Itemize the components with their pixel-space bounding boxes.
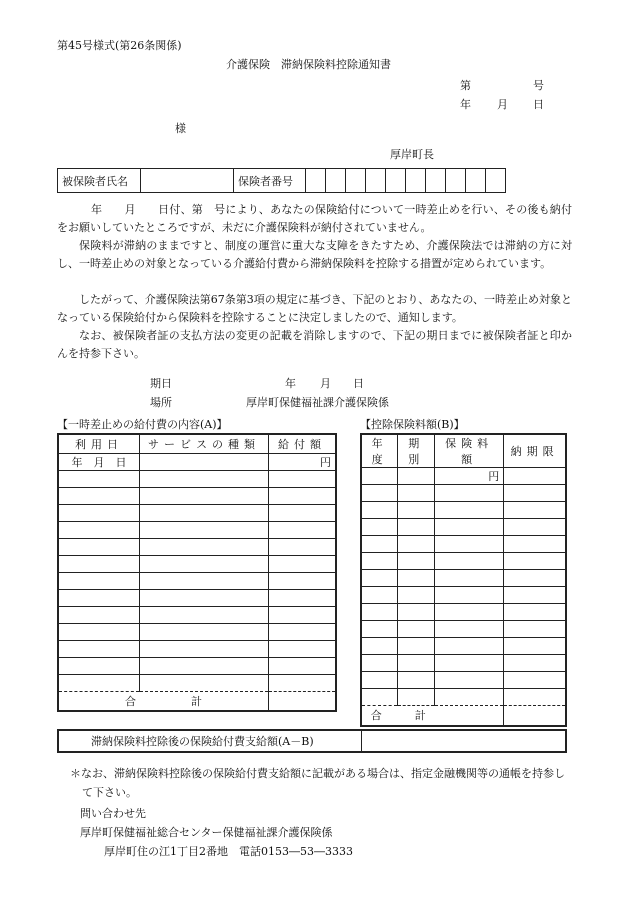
table-row — [361, 553, 566, 570]
col-benefit-amount: 給付額 — [268, 434, 336, 453]
benefit-table — [57, 433, 337, 712]
appointment-place-label: 場所 — [150, 396, 172, 409]
table-row — [361, 638, 566, 655]
insurer-number-digit[interactable] — [326, 169, 346, 193]
col-period: 期別 — [398, 434, 435, 468]
table-row — [361, 621, 566, 638]
col-fiscal-year: 年度 — [361, 434, 398, 468]
table-row — [58, 657, 336, 674]
insurer-number-digit[interactable] — [386, 169, 406, 193]
insurer-number-digit[interactable] — [306, 169, 326, 193]
table-b-total-label: 合 計 — [361, 706, 435, 726]
net-benefit-summary — [57, 729, 567, 753]
table-row — [361, 655, 566, 672]
insurer-number-digit[interactable] — [486, 169, 506, 193]
table-row — [361, 570, 566, 587]
table-row — [58, 572, 336, 589]
table-cell[interactable] — [504, 468, 566, 485]
table-row — [361, 502, 566, 519]
table-row — [361, 689, 566, 706]
appointment-date-label: 期日 — [150, 377, 172, 390]
col-service-type: サービスの種類 — [140, 434, 269, 453]
insured-name-field[interactable] — [141, 169, 234, 193]
table-row — [58, 487, 336, 504]
table-row — [58, 674, 336, 691]
insurer-number-digit[interactable] — [426, 169, 446, 193]
form-number: 第45号様式(第26条関係) — [57, 39, 182, 52]
table-row — [58, 504, 336, 521]
net-benefit-label: 滞納保険料控除後の保険給付費支給額(A－B) — [59, 731, 362, 751]
body-paragraph-4: なお、被保険者証の支払方法の変更の記載を消除しますので、下記の期日までに被保険者証と印かんを持参下さい。 — [57, 329, 572, 360]
table-row — [361, 672, 566, 689]
body-paragraph-3: したがって、介護保険法第67条第3項の規定に基づき、下記のとおり、あなたの、一時差止め対象となっている保険給付から保険料を控除することに決定しましたので、通知します。 — [57, 293, 572, 324]
doc-number-suffix: 号 — [533, 79, 544, 92]
addressee-suffix: 様 — [175, 122, 186, 135]
insurer-number-digit[interactable] — [366, 169, 386, 193]
insurer-number-digit[interactable] — [346, 169, 366, 193]
table-cell[interactable] — [361, 468, 398, 485]
contact-address: 厚岸町住の江1丁目2番地 電話0153―53―3333 — [104, 845, 353, 858]
insurer-number-digit[interactable] — [446, 169, 466, 193]
table-cell[interactable] — [398, 468, 435, 485]
sender-name: 厚岸町長 — [390, 148, 434, 161]
table-row — [361, 536, 566, 553]
table-b-total-value[interactable] — [435, 706, 504, 726]
deduction-table — [360, 433, 567, 727]
insurer-number-digit[interactable] — [466, 169, 486, 193]
table-row — [58, 555, 336, 572]
col-due-date: 納期限 — [504, 434, 566, 468]
table-a-caption: 【一時差止めの給付費の内容(A)】 — [57, 418, 228, 431]
table-row — [58, 623, 336, 640]
doc-number-prefix: 第 — [460, 79, 471, 92]
table-row — [361, 485, 566, 502]
issue-month: 月 — [497, 98, 508, 111]
appointment-year: 年 — [285, 377, 296, 390]
contact-office: 厚岸町保健福祉総合センター保健福祉課介護保険係 — [80, 826, 333, 839]
table-row — [58, 538, 336, 555]
table-a-total-value[interactable] — [268, 691, 336, 711]
appointment-place: 厚岸町保健福祉課介護保険係 — [246, 396, 389, 409]
insured-info-table — [57, 168, 506, 193]
table-a-total-label: 合 計 — [58, 691, 268, 711]
table-row — [361, 604, 566, 621]
appointment-month: 月 — [320, 377, 331, 390]
insurer-number-label: 保険者番号 — [234, 169, 306, 193]
table-row — [361, 587, 566, 604]
body-paragraph-2: 保険料が滞納のままですと、制度の運営に重大な支障をきたすため、介護保険法では滞納の方に対し、一時差止めの対象となっている介護給付費から滞納保険料を控除する措置が定められています。 — [57, 239, 572, 270]
insurer-number-digit[interactable] — [406, 169, 426, 193]
col-usage-date: 利用日 — [58, 434, 140, 453]
document-title: 介護保険 滞納保険料控除通知書 — [226, 58, 391, 71]
unit-yen: 円 — [268, 453, 336, 470]
footer-note: ＊なお、滞納保険料控除後の保険給付費支給額に記載がある場合は、指定金融機関等の通帳を持参して下さい。 — [70, 767, 565, 799]
unit-date: 年 月 日 — [58, 453, 140, 470]
table-row — [361, 519, 566, 536]
table-cell[interactable] — [140, 453, 269, 470]
insured-name-label: 被保険者氏名 — [58, 169, 141, 193]
table-row — [58, 521, 336, 538]
net-benefit-value[interactable] — [362, 731, 565, 751]
col-premium-amount: 保険料額 — [435, 434, 504, 468]
table-row — [58, 470, 336, 487]
contact-label: 問い合わせ先 — [80, 807, 146, 820]
unit-yen: 円 — [435, 468, 504, 485]
appointment-day: 日 — [353, 377, 364, 390]
table-cell[interactable] — [504, 706, 566, 726]
issue-year: 年 — [460, 98, 471, 111]
table-row — [58, 589, 336, 606]
table-row — [58, 606, 336, 623]
issue-day: 日 — [533, 98, 544, 111]
body-paragraph-1: 年 月 日付、第 号により、あなたの保険給付について一時差止めを行い、その後も納付をお願いしていたところですが、未だに介護保険料が納付されていません。 — [57, 203, 572, 234]
table-row — [58, 640, 336, 657]
table-b-caption: 【控除保険料額(B)】 — [360, 418, 465, 431]
